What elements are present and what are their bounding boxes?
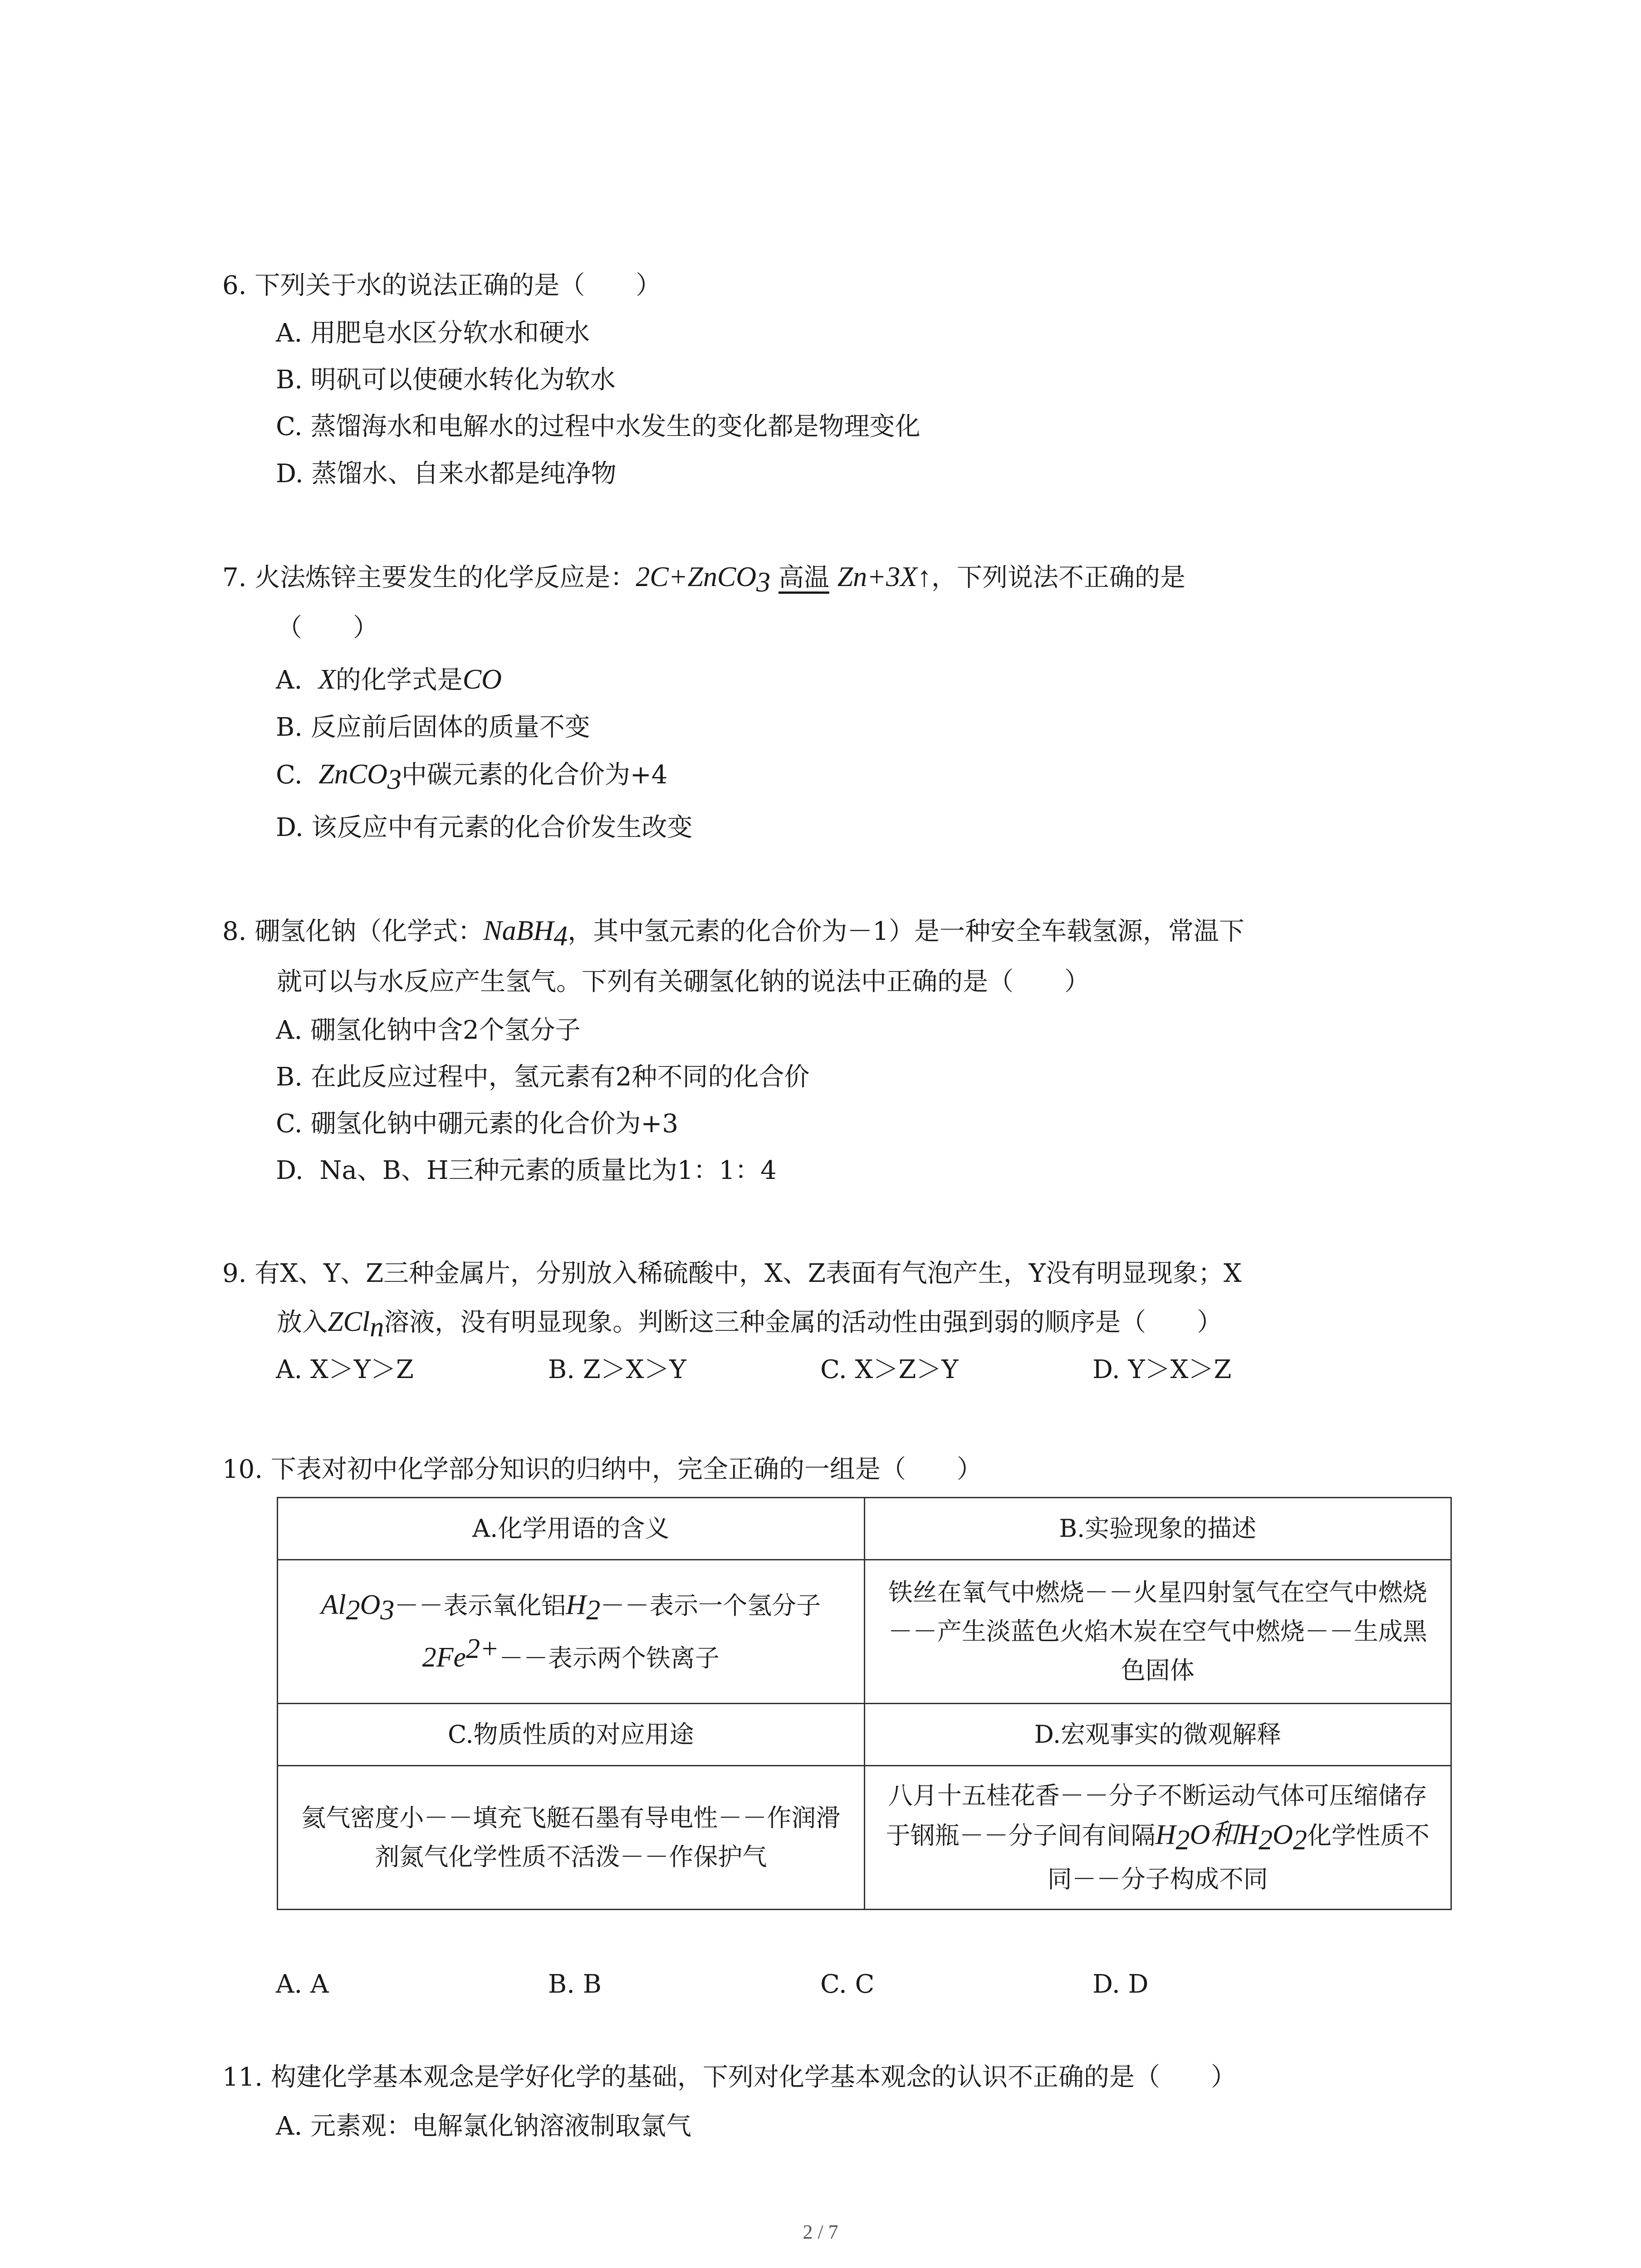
q8-option-d-text: Na、B、H三种元素的质量比为1：1：4	[319, 1156, 777, 1185]
q10-cell-d-h2o2-o: O	[1273, 1819, 1293, 1851]
page-number: 2 / 7	[803, 2221, 838, 2243]
q11-stem: 11. 构建化学基本观念是学好化学的基础，下列对化学基本观念的认识不正确的是（ ）	[222, 2063, 1236, 2092]
q7-option-a-symbol: X	[318, 664, 336, 695]
q8-formula: NaBH	[483, 915, 554, 946]
q6-option-c: C. 蒸馏海水和电解水的过程中水发生的变化都是物理变化	[276, 412, 921, 441]
q6-option-b: B. 明矾可以使硬水转化为软水	[276, 365, 616, 395]
q10-cell-a-al: Al	[321, 1589, 346, 1620]
q7-option-c-sub: 3	[387, 764, 402, 796]
q10-option-a: A. A	[276, 1970, 329, 1999]
q10-cell-d	[864, 1766, 1451, 1910]
q10-option-c: C. C	[820, 1970, 875, 1999]
q9-stem-line2	[277, 1304, 1222, 1345]
q9-option-d: D. Y＞X＞Z	[1092, 1355, 1232, 1384]
q9-stem-line2-suffix: 溶液，没有明显现象。判断这三种金属的活动性由强到弱的顺序是（ ）	[384, 1308, 1223, 1337]
q10-cell-d-h2o-h: H	[1155, 1819, 1176, 1851]
q10-cell-b: 铁丝在氧气中燃烧－－火星四射氢气在空气中燃烧－－产生淡蓝色火焰木炭在空气中燃烧－－生成黑色固体	[864, 1560, 1451, 1704]
q10-option-d: D. D	[1092, 1970, 1149, 1999]
q10-cell-d-h2o2-osub: 2	[1293, 1824, 1307, 1856]
q10-header-c: C.物质性质的对应用途	[278, 1704, 865, 1766]
q8-option-a: A. 硼氢化钠中含2个氢分子	[276, 1016, 581, 1045]
q7-option-a	[276, 661, 502, 699]
q7-equation-lhs: 2C+ZnCO	[636, 562, 757, 592]
q7-option-a-text: 的化学式是	[335, 665, 463, 695]
q10-cell-d-h2o-sub: 2	[1176, 1824, 1190, 1856]
q7-option-b: B. 反应前后固体的质量不变	[276, 713, 590, 742]
q10-cell-a-text3: －－表示两个铁离子	[499, 1644, 720, 1673]
q7-stem-prefix: 7. 火法炼锌主要发生的化学反应是：	[222, 563, 636, 592]
q8-option-b: B. 在此反应过程中，氢元素有2种不同的化合价	[276, 1062, 810, 1092]
q6-option-a: A. 用肥皂水区分软水和硬水	[276, 318, 590, 348]
q10-header-d: D.宏观事实的微观解释	[864, 1704, 1451, 1766]
q7-stem	[222, 559, 1185, 601]
q10-header-b: B.实验现象的描述	[864, 1498, 1451, 1560]
q7-option-c-formula: ZnCO	[318, 759, 387, 790]
q10-cell-a	[278, 1560, 865, 1704]
q8-stem-line1	[222, 913, 1244, 954]
q9-options	[276, 1352, 1365, 1388]
q10-cell-a-o: O	[360, 1589, 381, 1620]
q9-option-b: B. Z＞X＞Y	[548, 1355, 686, 1384]
q10-cell-a-o-sub: 3	[380, 1594, 395, 1626]
q9-option-c: C. X＞Z＞Y	[820, 1355, 959, 1384]
q8-stem-prefix: 8. 硼氢化钠（化学式：	[222, 917, 484, 946]
q10-cell-c: 氦气密度小－－填充飞艇石墨有导电性－－作润滑剂氮气化学性质不活泼－－作保护气	[278, 1766, 865, 1910]
q10-option-b: B. B	[548, 1970, 602, 1999]
q11-option-a: A. 元素观：电解氯化钠溶液制取氯气	[276, 2112, 692, 2141]
q9-formula: ZCl	[328, 1306, 370, 1337]
q6-option-d: D. 蒸馏水、自来水都是纯净物	[276, 459, 617, 489]
q7-option-c-label: C.	[276, 760, 303, 790]
q8-stem-line2: 就可以与水反应产生氢气。下列有关硼氢化钠的说法中正确的是（ ）	[277, 967, 1090, 997]
q10-cell-a-fe: 2Fe	[422, 1642, 466, 1673]
q9-option-a: A. X＞Y＞Z	[276, 1355, 414, 1384]
q7-option-a-formula: CO	[462, 664, 502, 695]
q7-answer-paren: （ ）	[277, 613, 378, 643]
q8-option-c: C. 硼氢化钠中硼元素的化合价为+3	[276, 1109, 679, 1139]
q10-cell-d-h2o2-hsub: 2	[1259, 1824, 1273, 1856]
q7-equation-rhs: Zn+3X↑	[837, 562, 931, 592]
q10-cell-a-text1: －－表示氧化铝	[394, 1591, 566, 1620]
q10-cell-a-h-sub: 2	[586, 1594, 601, 1626]
q10-cell-d-text2: 化学性质不同－－分子构成不同	[1047, 1821, 1430, 1893]
q7-stem-suffix: ，下列说法不正确的是	[931, 563, 1185, 592]
q10-cell-a-al-sub: 2	[346, 1594, 360, 1626]
q8-formula-sub: 4	[554, 921, 568, 952]
q7-equation-condition: 高温	[778, 563, 829, 592]
q7-option-d: D. 该反应中有元素的化合价发生改变	[276, 813, 693, 842]
q10-table	[277, 1497, 1452, 1910]
q10-header-a: A.化学用语的含义	[278, 1498, 865, 1560]
q10-cell-a-h: H	[566, 1589, 587, 1620]
q7-option-c	[276, 756, 667, 798]
q7-option-c-text: 中碳元素的化合价为+4	[401, 760, 668, 790]
q7-option-a-label: A.	[276, 665, 303, 695]
q9-stem-line1: 9. 有X、Y、Z三种金属片，分别放入稀硫酸中，X、Z表面有气泡产生，Y没有明显现象；X	[222, 1259, 1242, 1288]
q6-stem: 6. 下列关于水的说法正确的是（ ）	[222, 271, 661, 300]
q8-stem-suffix: ，其中氢元素的化合价为－1）是一种安全车载氢源，常温下	[568, 917, 1244, 946]
q10-cell-d-h2o-o: O和	[1190, 1819, 1239, 1851]
q10-stem: 10. 下表对初中化学部分知识的归纳中，完全正确的一组是（ ）	[222, 1455, 982, 1484]
q9-stem-line2-prefix: 放入	[277, 1308, 328, 1337]
q8-option-d	[276, 1153, 777, 1189]
q10-cell-a-fe-sup: 2+	[466, 1633, 499, 1665]
q10-cell-d-h2o2-h: H	[1238, 1819, 1259, 1851]
q10-options	[276, 1966, 1365, 2003]
q9-formula-sub: n	[370, 1312, 384, 1343]
q10-cell-d-text1: 八月十五桂花香－－分子不断运动气体可压缩储存于钢瓶－－分子间有间隔	[886, 1781, 1427, 1850]
q10-cell-a-text2: －－表示一个氢分子	[600, 1591, 821, 1620]
q8-option-d-label: D.	[276, 1156, 304, 1185]
q7-equation-lhs-sub: 3	[756, 567, 771, 598]
